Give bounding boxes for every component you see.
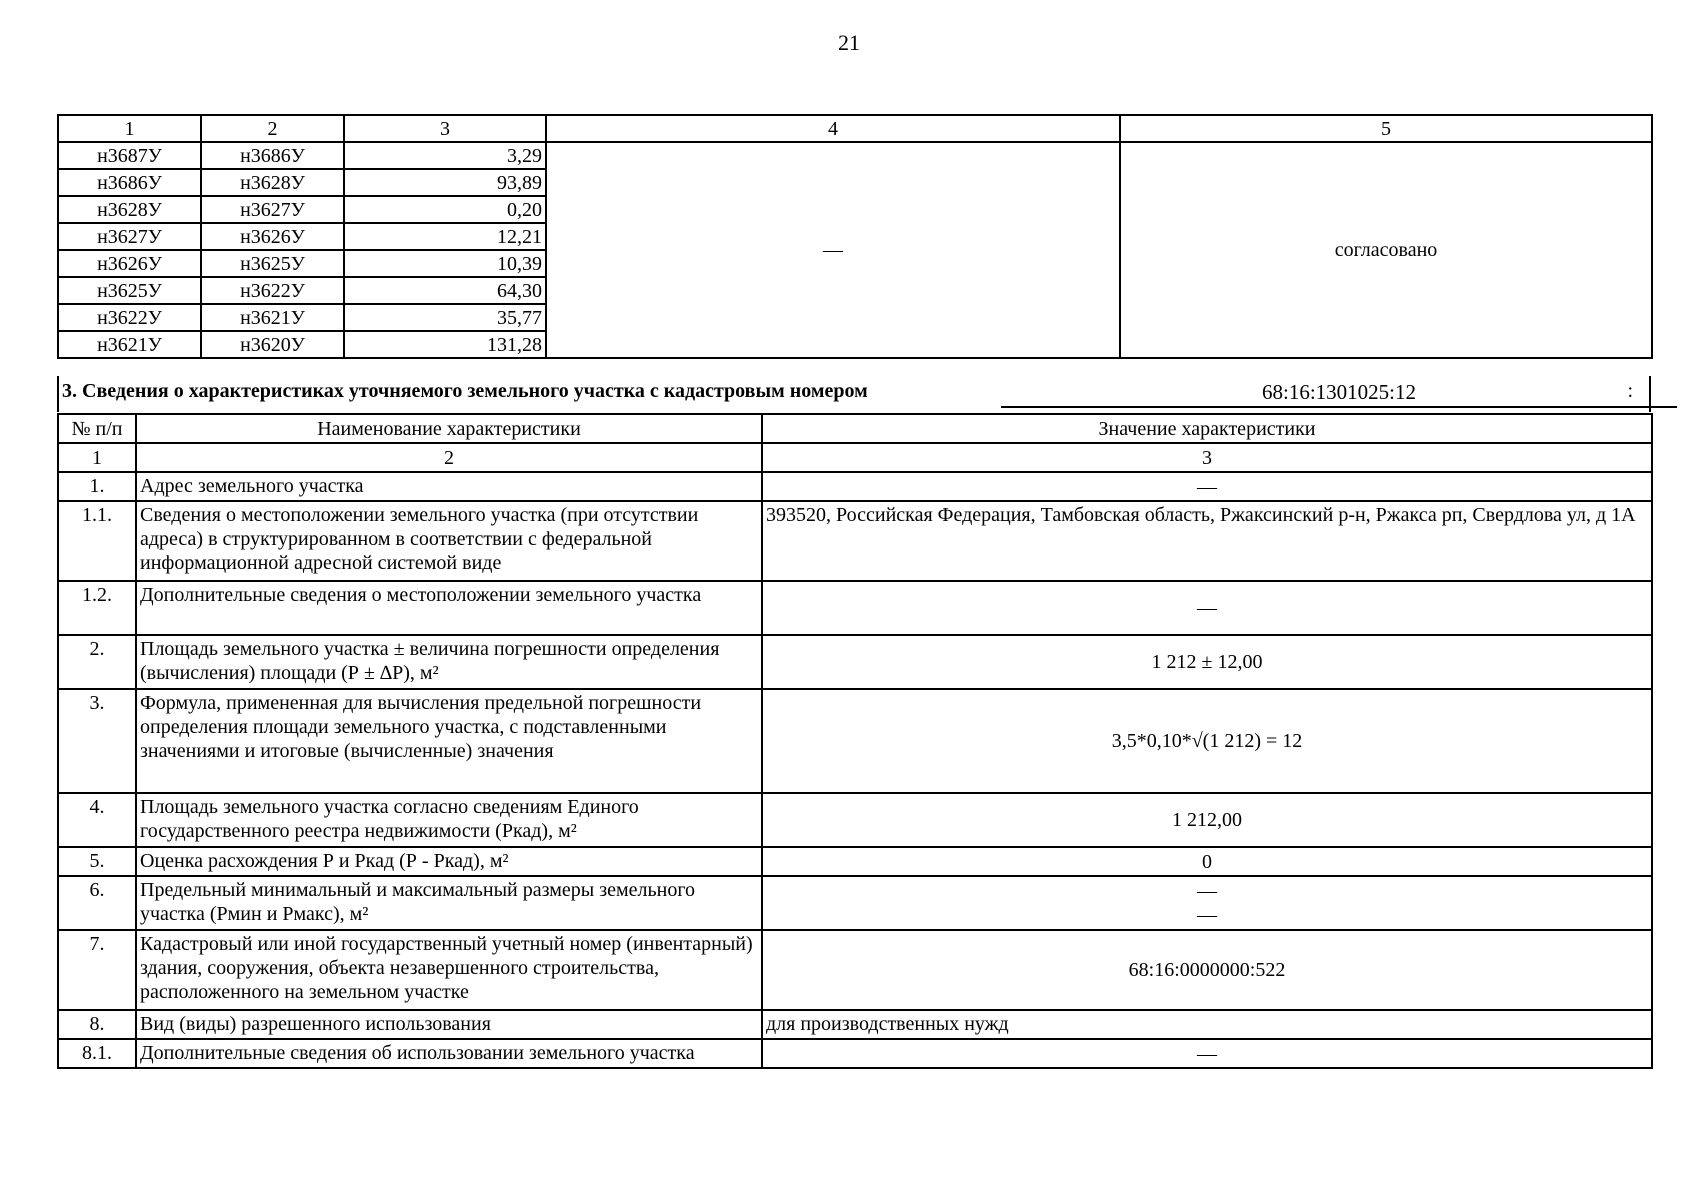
characteristic-row <box>58 793 1652 847</box>
row-number: 7. <box>58 930 136 1010</box>
section3-header <box>57 376 1651 412</box>
characteristic-row <box>58 1039 1652 1068</box>
row-number: 5. <box>58 847 136 876</box>
row-value: — <box>762 472 1652 501</box>
segment-length: 93,89 <box>344 169 546 196</box>
row-value: для производственных нужд <box>762 1010 1652 1039</box>
segment-to: н3620У <box>201 331 344 358</box>
section3-title: 3. Сведения о характеристиках уточняемого земельного участка с кадастровым номером <box>62 380 868 402</box>
segments-header-2: 2 <box>201 115 344 142</box>
segment-to: н3627У <box>201 196 344 223</box>
segment-to: н3628У <box>201 169 344 196</box>
characteristic-row <box>58 581 1652 635</box>
row-name: Адрес земельного участка <box>136 472 762 501</box>
characteristics-header-row <box>58 414 1652 443</box>
row-value: 0 <box>762 847 1652 876</box>
segment-to: н3621У <box>201 304 344 331</box>
characteristic-row <box>58 930 1652 1010</box>
row-name: Площадь земельного участка согласно сведениям Единого государственного реестра недвижимости (Ркад), м² <box>136 793 762 847</box>
row-value-minmax <box>762 876 1652 930</box>
segment-to: н3625У <box>201 250 344 277</box>
segments-col5-merged: согласовано <box>1120 142 1652 358</box>
row-value: 68:16:0000000:522 <box>762 930 1652 1010</box>
colnum-3: 3 <box>762 443 1652 472</box>
row-name: Сведения о местоположении земельного участка (при отсутствии адреса) в структурированном в соответствии с федеральной информационной адресной системой виде <box>136 501 762 581</box>
header-value: Значение характеристики <box>762 414 1652 443</box>
segments-table <box>57 114 1653 359</box>
segment-length: 131,28 <box>344 331 546 358</box>
row-name: Предельный минимальный и максимальный размеры земельного участка (Рмин и Рмакс), м² <box>136 876 762 930</box>
segment-from: н3626У <box>58 250 201 277</box>
row-name: Вид (виды) разрешенного использования <box>136 1010 762 1039</box>
segment-to: н3626У <box>201 223 344 250</box>
row-number: 8.1. <box>58 1039 136 1068</box>
segment-from: н3628У <box>58 196 201 223</box>
cadastral-number: 68:16:1301025:12 <box>1001 380 1677 408</box>
segments-header-3: 3 <box>344 115 546 142</box>
colnum-2: 2 <box>136 443 762 472</box>
header-number: № п/п <box>58 414 136 443</box>
characteristic-row <box>58 876 1652 930</box>
segments-header-5: 5 <box>1120 115 1652 142</box>
section3-colon: : <box>1627 380 1633 402</box>
segment-from: н3686У <box>58 169 201 196</box>
header-name: Наименование характеристики <box>136 414 762 443</box>
row-number: 1.2. <box>58 581 136 635</box>
characteristic-row <box>58 847 1652 876</box>
segments-header-4: 4 <box>546 115 1120 142</box>
segment-length: 0,20 <box>344 196 546 223</box>
row-name: Дополнительные сведения о местоположении земельного участка <box>136 581 762 635</box>
row-value: 1 212 ± 12,00 <box>762 635 1652 689</box>
segment-length: 10,39 <box>344 250 546 277</box>
segment-from: н3625У <box>58 277 201 304</box>
value-max: — <box>1197 904 1217 926</box>
characteristics-colnum-row <box>58 443 1652 472</box>
segment-from: н3622У <box>58 304 201 331</box>
page-number: 21 <box>838 30 860 55</box>
value-min: — <box>1197 880 1217 902</box>
row-name: Кадастровый или иной государственный учетный номер (инвентарный) здания, сооружения, объекта незавершенного строительства, расположенного на земельном участке <box>136 930 762 1010</box>
segment-row <box>58 142 1652 169</box>
row-name: Площадь земельного участка ± величина погрешности определения (вычисления) площади (Р ± ∆Р), м² <box>136 635 762 689</box>
segment-to: н3622У <box>201 277 344 304</box>
characteristic-row <box>58 635 1652 689</box>
segments-col4-merged: — <box>546 142 1120 358</box>
row-number: 4. <box>58 793 136 847</box>
segment-length: 12,21 <box>344 223 546 250</box>
segment-to: н3686У <box>201 142 344 169</box>
row-value: 1 212,00 <box>762 793 1652 847</box>
characteristic-row <box>58 472 1652 501</box>
colnum-1: 1 <box>58 443 136 472</box>
characteristics-table <box>57 413 1653 1069</box>
row-number: 6. <box>58 876 136 930</box>
row-name: Формула, примененная для вычисления предельной погрешности определения площади земельного участка, с подставленными значениями и итоговые (вычисленные) значения <box>136 689 762 793</box>
segment-length: 3,29 <box>344 142 546 169</box>
characteristic-row <box>58 1010 1652 1039</box>
segments-header-row <box>58 115 1652 142</box>
row-number: 2. <box>58 635 136 689</box>
row-number: 1.1. <box>58 501 136 581</box>
row-number: 8. <box>58 1010 136 1039</box>
row-number: 1. <box>58 472 136 501</box>
segment-from: н3687У <box>58 142 201 169</box>
row-value: — <box>762 1039 1652 1068</box>
segment-from: н3627У <box>58 223 201 250</box>
row-value: 3,5*0,10*√(1 212) = 12 <box>762 689 1652 793</box>
segment-from: н3621У <box>58 331 201 358</box>
row-name: Оценка расхождения Р и Ркад (Р - Ркад), м² <box>136 847 762 876</box>
row-value: 393520, Российская Федерация, Тамбовская область, Ржаксинский р-н, Ржакса рп, Свердлова ул, д 1А <box>762 501 1652 581</box>
segment-length: 64,30 <box>344 277 546 304</box>
row-value: — <box>762 581 1652 635</box>
row-number: 3. <box>58 689 136 793</box>
segment-length: 35,77 <box>344 304 546 331</box>
characteristic-row <box>58 689 1652 793</box>
row-name: Дополнительные сведения об использовании земельного участка <box>136 1039 762 1068</box>
segments-header-1: 1 <box>58 115 201 142</box>
characteristic-row <box>58 501 1652 581</box>
